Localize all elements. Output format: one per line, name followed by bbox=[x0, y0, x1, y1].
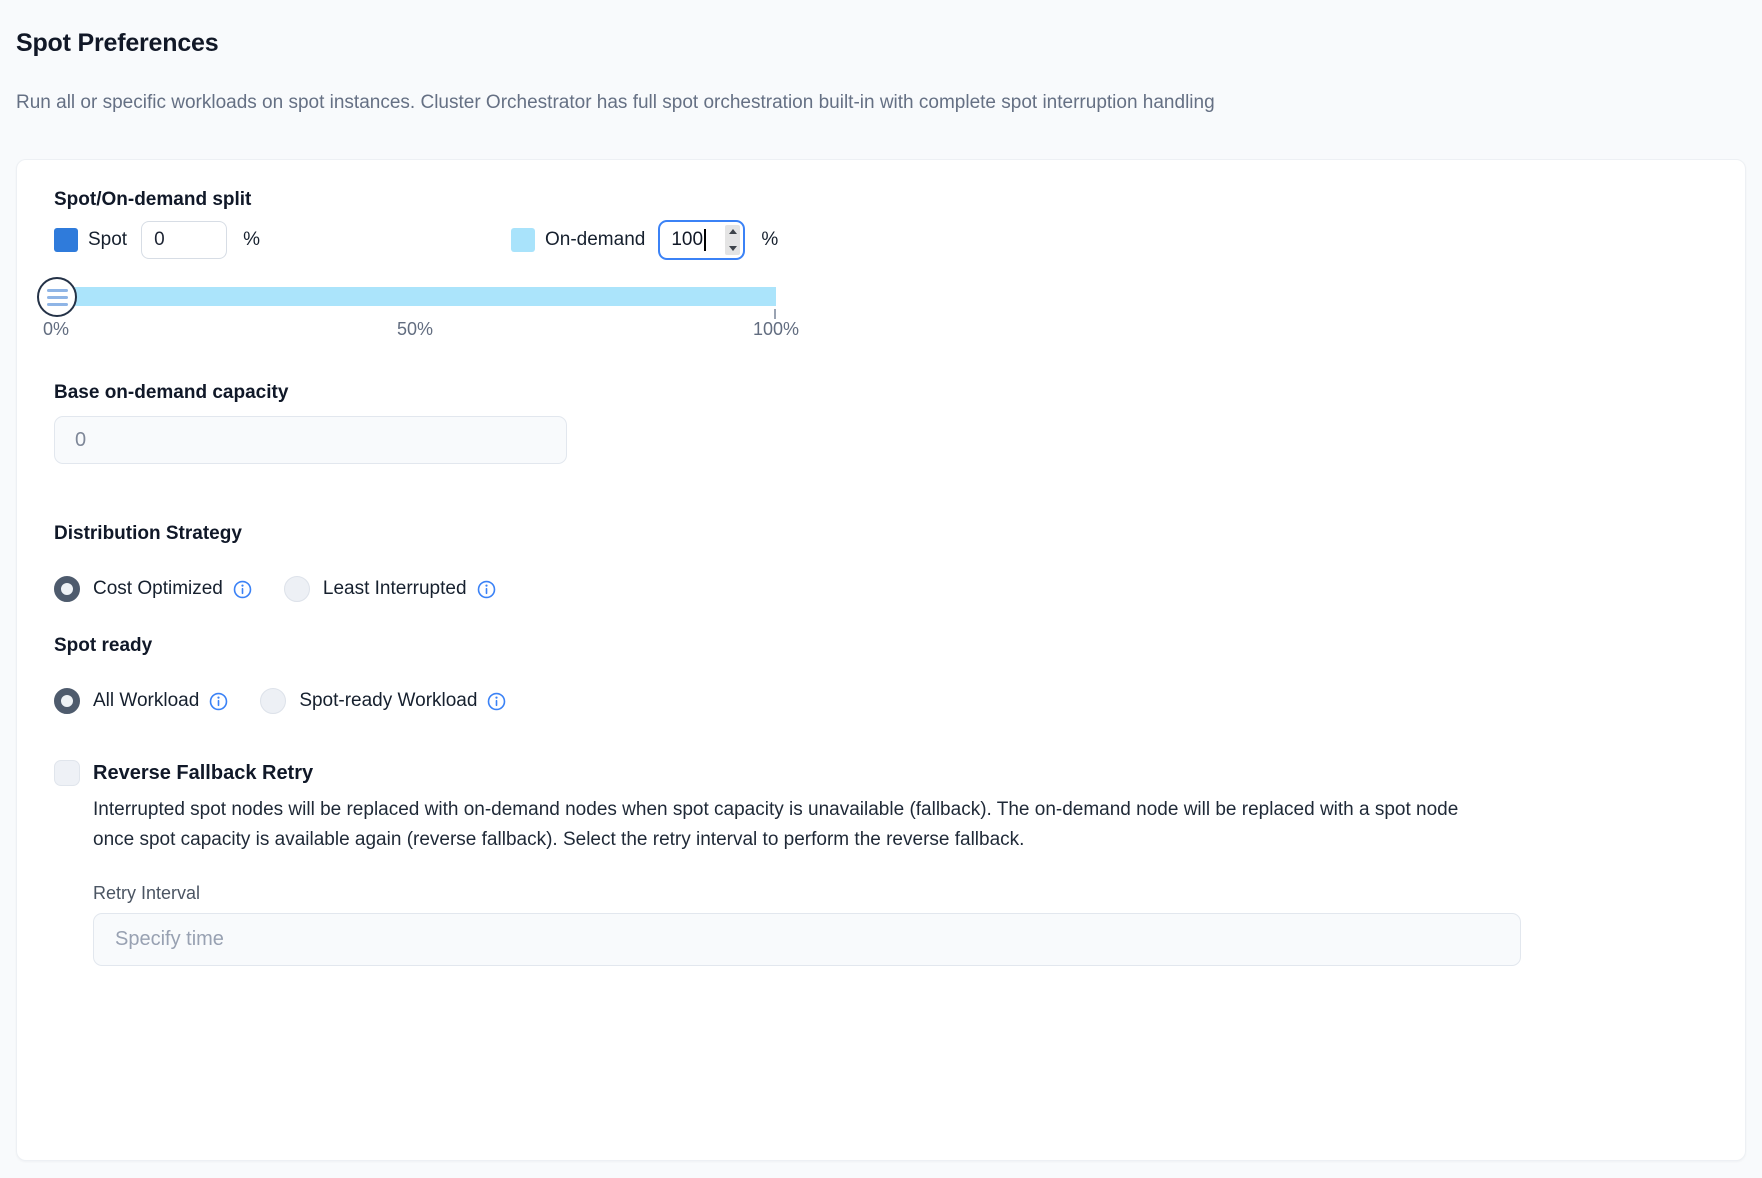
option-label: Least Interrupted bbox=[322, 578, 467, 599]
split-controls-row bbox=[54, 220, 1708, 260]
option-spot-ready-workload[interactable] bbox=[260, 688, 506, 714]
option-least-interrupted[interactable] bbox=[284, 576, 496, 602]
radio-spot-ready-workload[interactable] bbox=[260, 688, 286, 714]
info-icon[interactable] bbox=[487, 692, 506, 711]
radio-least-interrupted[interactable] bbox=[284, 576, 310, 602]
spot-ready-options bbox=[54, 688, 1708, 714]
retry-interval-label: Retry Interval bbox=[93, 883, 201, 903]
text-caret bbox=[704, 229, 706, 251]
spinner-down-icon[interactable] bbox=[729, 246, 737, 251]
grip-icon bbox=[47, 289, 68, 292]
slider-tick-100 bbox=[774, 309, 776, 319]
option-all-workload[interactable] bbox=[54, 688, 228, 714]
retry-interval-input[interactable] bbox=[93, 913, 1521, 966]
on-demand-group bbox=[511, 220, 778, 260]
on-demand-label: On-demand bbox=[545, 229, 646, 250]
split-heading: Spot/On-demand split bbox=[54, 189, 252, 210]
info-icon[interactable] bbox=[209, 692, 228, 711]
base-capacity-input[interactable] bbox=[54, 416, 567, 464]
slider-handle[interactable] bbox=[37, 277, 77, 317]
info-icon[interactable] bbox=[477, 580, 496, 599]
info-icon[interactable] bbox=[233, 580, 252, 599]
reverse-fallback-description: Interrupted spot nodes will be replaced with on-demand nodes when spot capacity is unavailable (fallback). The on-demand node will be replaced with a spot node once spot capacity is available again (reverse fallback). Select the retry interval to perform the reverse fallback. bbox=[93, 799, 1459, 850]
radio-cost-optimized[interactable] bbox=[54, 576, 80, 602]
on-demand-color-swatch bbox=[511, 228, 535, 252]
distribution-strategy-heading: Distribution Strategy bbox=[54, 523, 242, 544]
reverse-fallback-row bbox=[54, 760, 1708, 786]
distribution-strategy-options bbox=[54, 576, 1708, 602]
spot-preferences-card bbox=[16, 159, 1746, 1161]
option-label: Spot-ready Workload bbox=[299, 690, 478, 711]
reverse-fallback-label: Reverse Fallback Retry bbox=[93, 761, 314, 784]
on-demand-percent-sign: % bbox=[761, 229, 779, 250]
option-label: All Workload bbox=[93, 690, 200, 711]
reverse-fallback-checkbox[interactable] bbox=[54, 760, 80, 786]
on-demand-percent-value: 100 bbox=[671, 229, 704, 250]
grip-icon bbox=[47, 296, 68, 299]
spot-ready-heading: Spot ready bbox=[54, 635, 153, 656]
page-subtitle: Run all or specific workloads on spot instances. Cluster Orchestrator has full spot orchestration built-in with complete spot interruption handling bbox=[16, 92, 1215, 113]
page-title: Spot Preferences bbox=[16, 29, 219, 57]
slider-label-100: 100% bbox=[752, 319, 800, 339]
number-spinner[interactable] bbox=[725, 225, 740, 255]
option-label: Cost Optimized bbox=[93, 578, 223, 599]
spot-color-swatch bbox=[54, 228, 78, 252]
spinner-up-icon[interactable] bbox=[729, 229, 737, 234]
split-slider bbox=[37, 277, 800, 343]
option-cost-optimized[interactable] bbox=[54, 576, 252, 602]
grip-icon bbox=[47, 303, 68, 306]
radio-all-workload[interactable] bbox=[54, 688, 80, 714]
on-demand-percent-input[interactable] bbox=[658, 220, 745, 260]
spot-percent-input[interactable] bbox=[141, 221, 227, 259]
slider-label-0: 0% bbox=[43, 319, 70, 339]
spot-percent-sign: % bbox=[243, 229, 260, 250]
slider-track[interactable] bbox=[41, 287, 776, 306]
spot-label: Spot bbox=[88, 229, 128, 250]
base-capacity-heading: Base on-demand capacity bbox=[54, 382, 289, 403]
slider-label-50: 50% bbox=[396, 319, 434, 339]
